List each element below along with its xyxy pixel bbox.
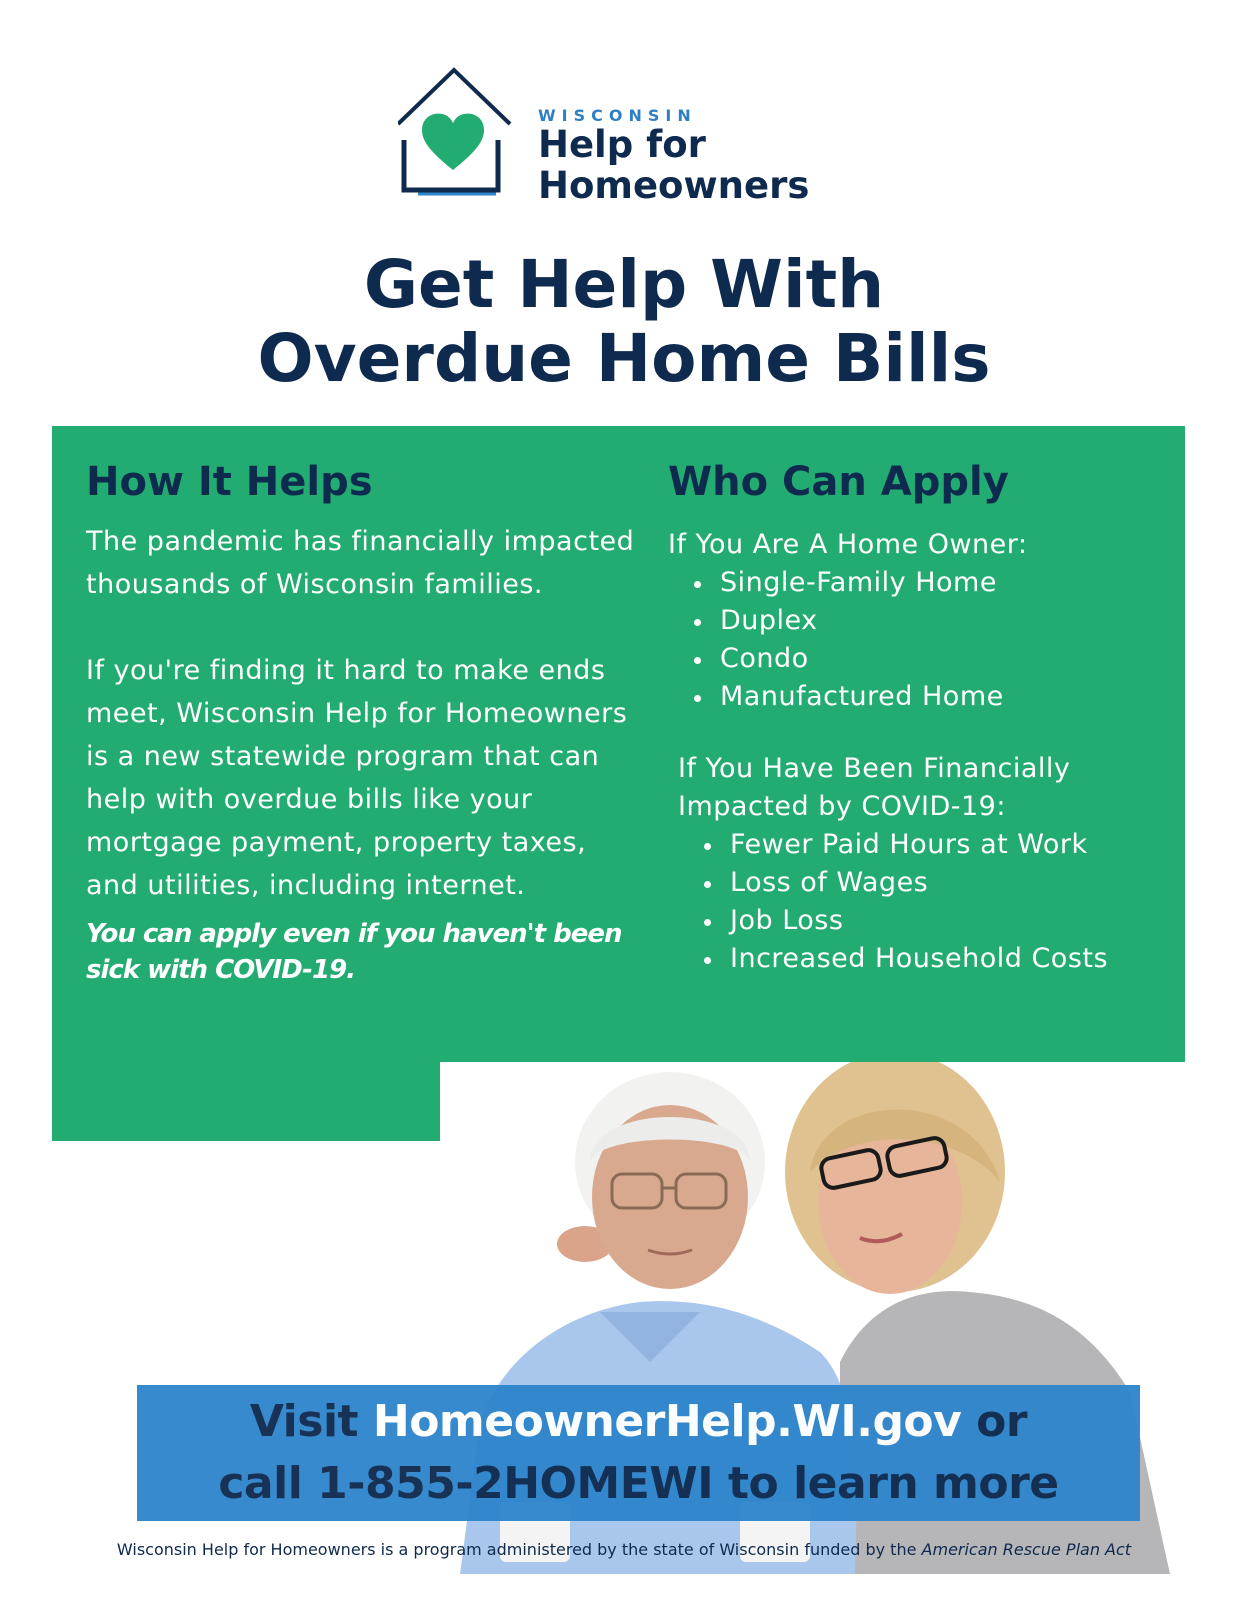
cta-website-link[interactable]: HomeownerHelp.WI.gov <box>372 1396 962 1447</box>
logo-brand <box>538 124 809 206</box>
list-item: Loss of Wages <box>698 864 1188 902</box>
logo-line1: Help for <box>538 123 706 166</box>
how-it-helps-paragraph-1: The pandemic has financially impacted thousands of Wisconsin families. <box>86 526 635 600</box>
impact-intro: If You Have Been Financially Impacted by COVID-19: <box>678 753 1071 822</box>
how-it-helps-section <box>86 458 646 988</box>
page-title <box>0 248 1248 396</box>
cta-visit: Visit <box>249 1396 373 1447</box>
list-item: Condo <box>688 640 1188 678</box>
covid-note: You can apply even if you haven't been sick with COVID-19. <box>86 919 622 985</box>
cta-line1 <box>137 1391 1140 1453</box>
who-can-apply-section <box>668 458 1188 978</box>
footer-note <box>0 1540 1248 1559</box>
logo-state: WISCONSIN <box>538 106 697 125</box>
logo-line2: Homeowners <box>538 164 810 207</box>
footer-act: American Rescue Plan Act <box>921 1540 1132 1559</box>
how-it-helps-heading: How It Helps <box>86 459 373 505</box>
title-line1: Get Help With <box>363 246 885 323</box>
who-can-apply-heading: Who Can Apply <box>668 459 1009 505</box>
home-owner-intro: If You Are A Home Owner: <box>668 529 1028 560</box>
title-line2: Overdue Home Bills <box>257 320 991 397</box>
footer-text: Wisconsin Help for Homeowners is a program administered by the state of Wisconsin funded by the <box>116 1540 922 1559</box>
list-item: Single-Family Home <box>688 564 1188 602</box>
call-to-action-banner <box>137 1385 1140 1521</box>
how-it-helps-paragraph-2: If you're finding it hard to make ends meet, Wisconsin Help for Homeowners is a new statewide program that can help with overdue bills like your mortgage payment, property taxes, and utilities, including internet. <box>86 655 628 901</box>
program-logo <box>398 66 838 206</box>
list-item: Job Loss <box>698 902 1188 940</box>
cta-line2: call 1-855-2HOMEWI to learn more <box>218 1458 1059 1509</box>
list-item: Duplex <box>688 602 1188 640</box>
impact-list <box>698 826 1188 978</box>
house-heart-icon <box>398 66 528 206</box>
list-item: Fewer Paid Hours at Work <box>698 826 1188 864</box>
list-item: Manufactured Home <box>688 678 1188 716</box>
list-item: Increased Household Costs <box>698 940 1188 978</box>
cta-or: or <box>961 1396 1028 1447</box>
home-type-list <box>688 564 1188 716</box>
